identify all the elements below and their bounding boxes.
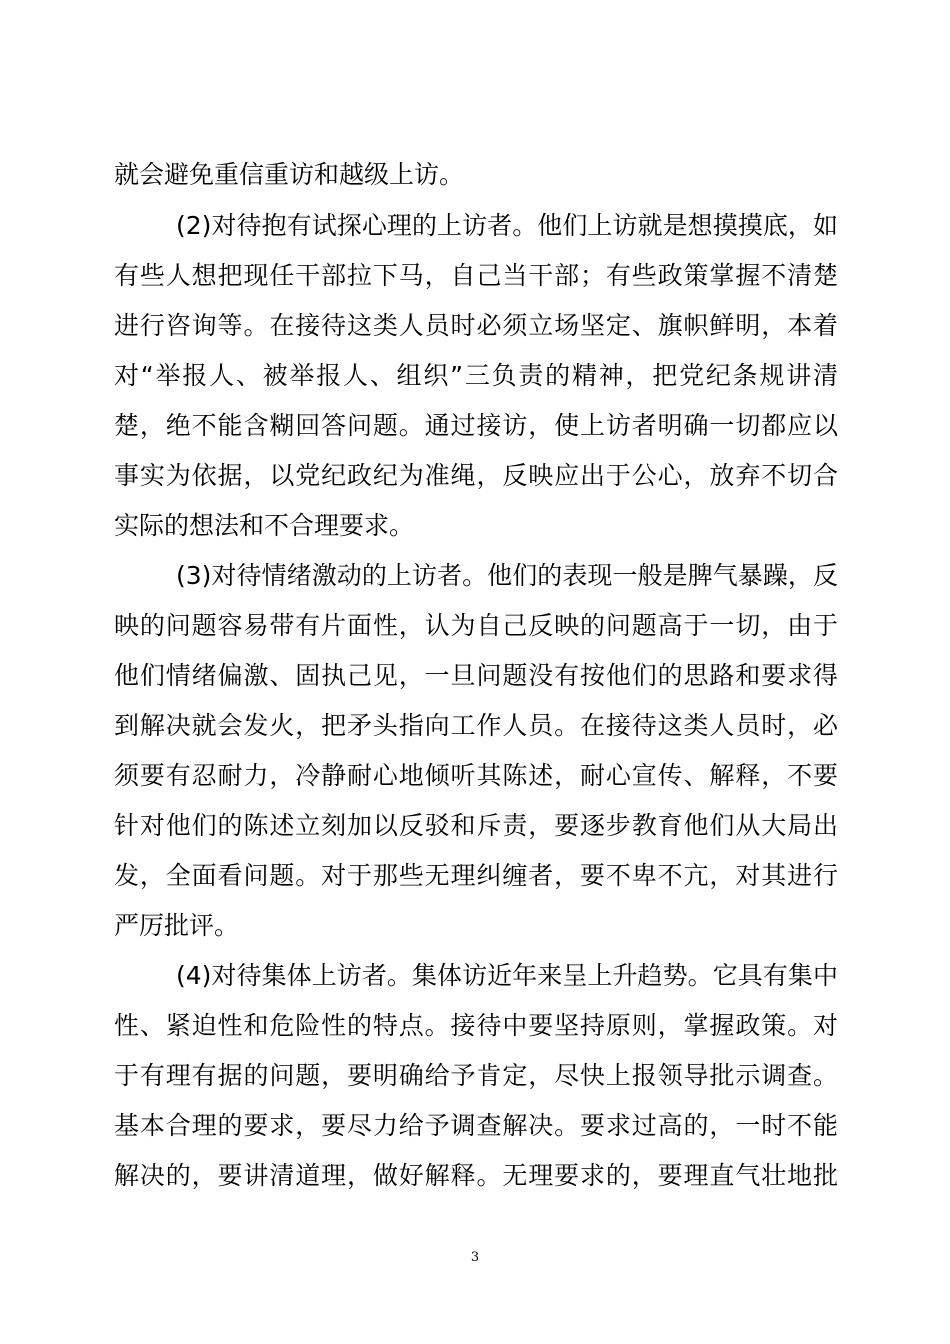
paragraph-heading-line: (4)对待集体上访者。集体访近年来呈上升趋势。它具有集中 — [176, 961, 838, 990]
paragraph-heading-line: (3)对待情绪激动的上访者。他们的表现一般是脾气暴躁，反 — [176, 561, 838, 590]
page-number: 3 — [470, 1250, 480, 1265]
text-line: 对“举报人、被举报人、组织”三负责的精神，把党纪条规讲清 — [114, 361, 838, 390]
text-line: 到解决就会发火，把矛头指向工作人员。在接待这类人员时，必 — [114, 711, 838, 740]
text-line: 解决的，要讲清道理，做好解释。无理要求的，要理直气壮地批 — [114, 1161, 838, 1190]
paragraph-heading-line: (2)对待抱有试探心理的上访者。他们上访就是想摸摸底，如 — [176, 211, 838, 240]
text-line: 发，全面看问题。对于那些无理纠缠者，要不卑不亢，对其进行 — [114, 861, 838, 890]
text-line: 性、紧迫性和危险性的特点。接待中要坚持原则，掌握政策。对 — [114, 1011, 838, 1040]
text-line: 他们情绪偏激、固执己见，一旦问题没有按他们的思路和要求得 — [114, 661, 838, 690]
text-line: 于有理有据的问题，要明确给予肯定，尽快上报领导批示调查。 — [114, 1061, 838, 1090]
text-line: 有些人想把现任干部拉下马，自己当干部；有些政策掌握不清楚 — [114, 261, 838, 290]
text-line: 基本合理的要求，要尽力给予调查解决。要求过高的，一时不能 — [114, 1111, 838, 1140]
text-line: 楚，绝不能含糊回答问题。通过接访，使上访者明确一切都应以 — [114, 411, 838, 440]
text-line: 针对他们的陈述立刻加以反驳和斥责，要逐步教育他们从大局出 — [114, 811, 838, 840]
text-line: 须要有忍耐力，冷静耐心地倾听其陈述，耐心宣传、解释，不要 — [114, 761, 838, 790]
text-line: 事实为依据，以党纪政纪为准绳，反映应出于公心，放弃不切合 — [114, 461, 838, 490]
text-line: 就会避免重信重访和越级上访。 — [114, 160, 465, 189]
text-line: 实际的想法和不合理要求。 — [114, 511, 415, 540]
text-line: 严厉批评。 — [114, 911, 240, 940]
text-line: 进行咨询等。在接待这类人员时必须立场坚定、旗帜鲜明，本着 — [114, 311, 838, 340]
text-line: 映的问题容易带有片面性，认为自己反映的问题高于一切，由于 — [114, 611, 838, 640]
